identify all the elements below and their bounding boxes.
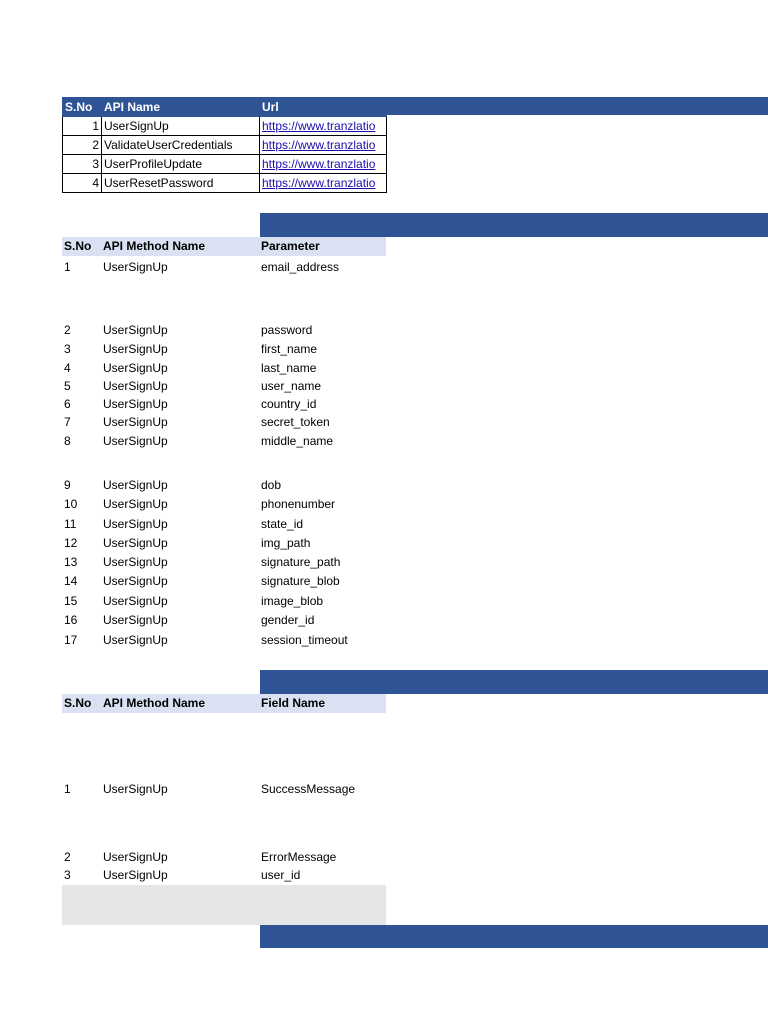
- col-header-method: API Method Name: [103, 696, 206, 710]
- list-item: [0, 321, 768, 339]
- row-value: phonenumber: [261, 497, 336, 511]
- row-value: country_id: [261, 397, 317, 411]
- row-sno: 12: [64, 536, 78, 550]
- fields-header-row: [0, 694, 768, 713]
- row-sno: 5: [64, 379, 71, 393]
- list-item: [0, 780, 768, 798]
- row-sno: 2: [64, 850, 71, 864]
- row-method: UserSignUp: [103, 555, 168, 569]
- col-header-method: API Method Name: [103, 239, 206, 253]
- list-item: [0, 611, 768, 629]
- row-value: secret_token: [261, 415, 330, 429]
- row-sno: 16: [64, 613, 78, 627]
- col-header-api-name: API Name: [102, 98, 260, 117]
- list-item: [0, 258, 768, 276]
- row-sno: 3: [63, 155, 102, 174]
- row-value: dob: [261, 478, 282, 492]
- row-sno: 11: [64, 517, 77, 531]
- row-api-name: UserResetPassword: [102, 174, 260, 193]
- table-row: [63, 174, 387, 193]
- row-sno: 7: [64, 415, 71, 429]
- url-link[interactable]: https://www.tranzlatio: [262, 176, 376, 190]
- url-link[interactable]: https://www.tranzlatio: [262, 157, 376, 171]
- row-value: user_id: [261, 868, 301, 882]
- api-url-table: [62, 97, 387, 193]
- row-value: password: [261, 323, 313, 337]
- row-sno: 15: [64, 594, 78, 608]
- row-value: SuccessMessage: [261, 782, 356, 796]
- table-row: [63, 155, 387, 174]
- section-band-2: [260, 213, 768, 237]
- section-band-3: [260, 670, 768, 694]
- row-value: email_address: [261, 260, 340, 274]
- row-sno: 10: [64, 497, 78, 511]
- row-sno: 3: [64, 342, 71, 356]
- row-method: UserSignUp: [103, 342, 168, 356]
- row-value: user_name: [261, 379, 322, 393]
- row-method: UserSignUp: [103, 361, 168, 375]
- col-header-url: Url: [260, 98, 387, 117]
- list-item: [0, 866, 768, 884]
- col-header-sno: S.No: [64, 696, 92, 710]
- row-method: UserSignUp: [103, 850, 168, 864]
- list-item: [0, 553, 768, 571]
- gray-block: [62, 885, 386, 925]
- row-value: ErrorMessage: [261, 850, 337, 864]
- row-sno: 14: [64, 574, 78, 588]
- row-api-name: ValidateUserCredentials: [102, 136, 260, 155]
- row-method: UserSignUp: [103, 397, 168, 411]
- url-link[interactable]: https://www.tranzlatio: [262, 119, 376, 133]
- table-header-row: [63, 98, 387, 117]
- section-band-4: [260, 925, 768, 948]
- row-method: UserSignUp: [103, 868, 168, 882]
- row-method: UserSignUp: [103, 574, 168, 588]
- list-item: [0, 631, 768, 649]
- list-item: [0, 572, 768, 590]
- row-sno: 1: [64, 782, 71, 796]
- row-method: UserSignUp: [103, 633, 168, 647]
- row-value: gender_id: [261, 613, 315, 627]
- row-method: UserSignUp: [103, 497, 168, 511]
- list-item: [0, 476, 768, 494]
- col-header-parameter: Parameter: [261, 239, 320, 253]
- row-value: signature_path: [261, 555, 341, 569]
- row-method: UserSignUp: [103, 594, 168, 608]
- table-row: [63, 136, 387, 155]
- list-item: [0, 495, 768, 513]
- row-sno: 8: [64, 434, 71, 448]
- row-sno: 3: [64, 868, 71, 882]
- row-method: UserSignUp: [103, 434, 168, 448]
- row-method: UserSignUp: [103, 782, 168, 796]
- row-method: UserSignUp: [103, 478, 168, 492]
- row-api-name: UserProfileUpdate: [102, 155, 260, 174]
- row-value: state_id: [261, 517, 304, 531]
- row-value: session_timeout: [261, 633, 348, 647]
- list-item: [0, 359, 768, 377]
- row-sno: 2: [64, 323, 71, 337]
- list-item: [0, 432, 768, 450]
- row-value: img_path: [261, 536, 311, 550]
- row-sno: 4: [64, 361, 71, 375]
- row-value: image_blob: [261, 594, 324, 608]
- row-sno: 13: [64, 555, 78, 569]
- row-method: UserSignUp: [103, 323, 168, 337]
- params-header-row: [0, 237, 768, 256]
- row-method: UserSignUp: [103, 379, 168, 393]
- row-sno: 1: [63, 117, 102, 136]
- col-header-sno: S.No: [63, 98, 102, 117]
- col-header-field-name: Field Name: [261, 696, 326, 710]
- list-item: [0, 413, 768, 431]
- list-item: [0, 848, 768, 866]
- row-value: signature_blob: [261, 574, 340, 588]
- row-method: UserSignUp: [103, 613, 168, 627]
- list-item: [0, 340, 768, 358]
- list-item: [0, 377, 768, 395]
- row-method: UserSignUp: [103, 415, 168, 429]
- row-method: UserSignUp: [103, 517, 168, 531]
- header-band-1: [386, 97, 768, 115]
- row-sno: 17: [64, 633, 78, 647]
- row-sno: 6: [64, 397, 71, 411]
- row-sno: 4: [63, 174, 102, 193]
- list-item: [0, 592, 768, 610]
- list-item: [0, 515, 768, 533]
- row-sno: 2: [63, 136, 102, 155]
- row-value: last_name: [261, 361, 317, 375]
- row-method: UserSignUp: [103, 536, 168, 550]
- row-sno: 1: [64, 260, 71, 274]
- list-item: [0, 534, 768, 552]
- table-row: [63, 117, 387, 136]
- row-sno: 9: [64, 478, 71, 492]
- col-header-sno: S.No: [64, 239, 92, 253]
- row-api-name: UserSignUp: [102, 117, 260, 136]
- row-method: UserSignUp: [103, 260, 168, 274]
- url-link[interactable]: https://www.tranzlatio: [262, 138, 376, 152]
- list-item: [0, 395, 768, 413]
- row-value: middle_name: [261, 434, 334, 448]
- row-value: first_name: [261, 342, 318, 356]
